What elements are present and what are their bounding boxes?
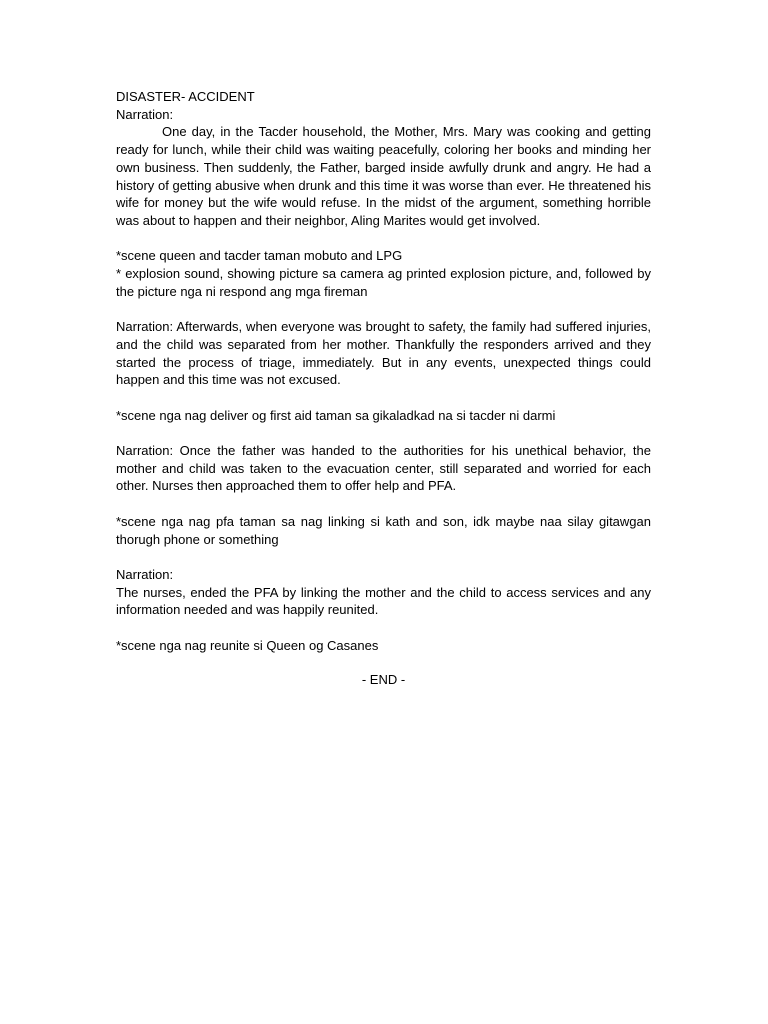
scene-note-1: *scene queen and tacder taman mobuto and LPG	[116, 248, 403, 264]
narration-paragraph-3: Narration: Once the father was handed to the authorities for his unethical behavior, the mother and child was taken to the evacuation center, still separated and worried for each other. Nurses then approached them to offer help and PFA.	[116, 443, 651, 494]
narration-label-2: Narration:	[116, 566, 174, 582]
scene-note-4: *scene nga nag pfa taman sa nag linking si kath and son, idk maybe naa silay gitawgan thorugh phone or something	[116, 513, 651, 547]
narration-paragraph-2: Narration: Afterwards, when everyone was brought to safety, the family had suffered injuries, and the child was separated from her mother. Thankfully the responders arrived and they started the process of triage, immediately. But in any events, unexpected things could happen and this time was not excused.	[116, 319, 651, 388]
scene-note-3: *scene nga nag deliver og first aid taman sa gikaladkad na si tacder ni darmi	[116, 407, 556, 423]
end-marker: - END -	[361, 672, 406, 688]
narration-paragraph-1: One day, in the Tacder household, the Mother, Mrs. Mary was cooking and getting ready for lunch, while their child was waiting peacefully, coloring her books and minding her own business. Then suddenly, the Father, barged inside awfully drunk and angry. He had a history of getting abusive when drunk and this time it was worse than ever. He threatened his wife for money but the wife would refuse. In the midst of the argument, something horrible was about to happen and their neighbor, Aling Marites would get involved.	[116, 124, 651, 228]
narration-label: Narration:	[116, 106, 174, 122]
narration-paragraph-4: The nurses, ended the PFA by linking the mother and the child to access services and any information needed and was happily reunited.	[116, 584, 651, 618]
scene-note-2: * explosion sound, showing picture sa camera ag printed explosion picture, and, followed by the picture nga ni respond ang mga fireman	[116, 266, 651, 299]
document-page	[116, 88, 651, 689]
scene-note-5: *scene nga nag reunite si Queen og Casanes	[116, 637, 379, 653]
document-title: DISASTER- ACCIDENT	[116, 89, 255, 104]
